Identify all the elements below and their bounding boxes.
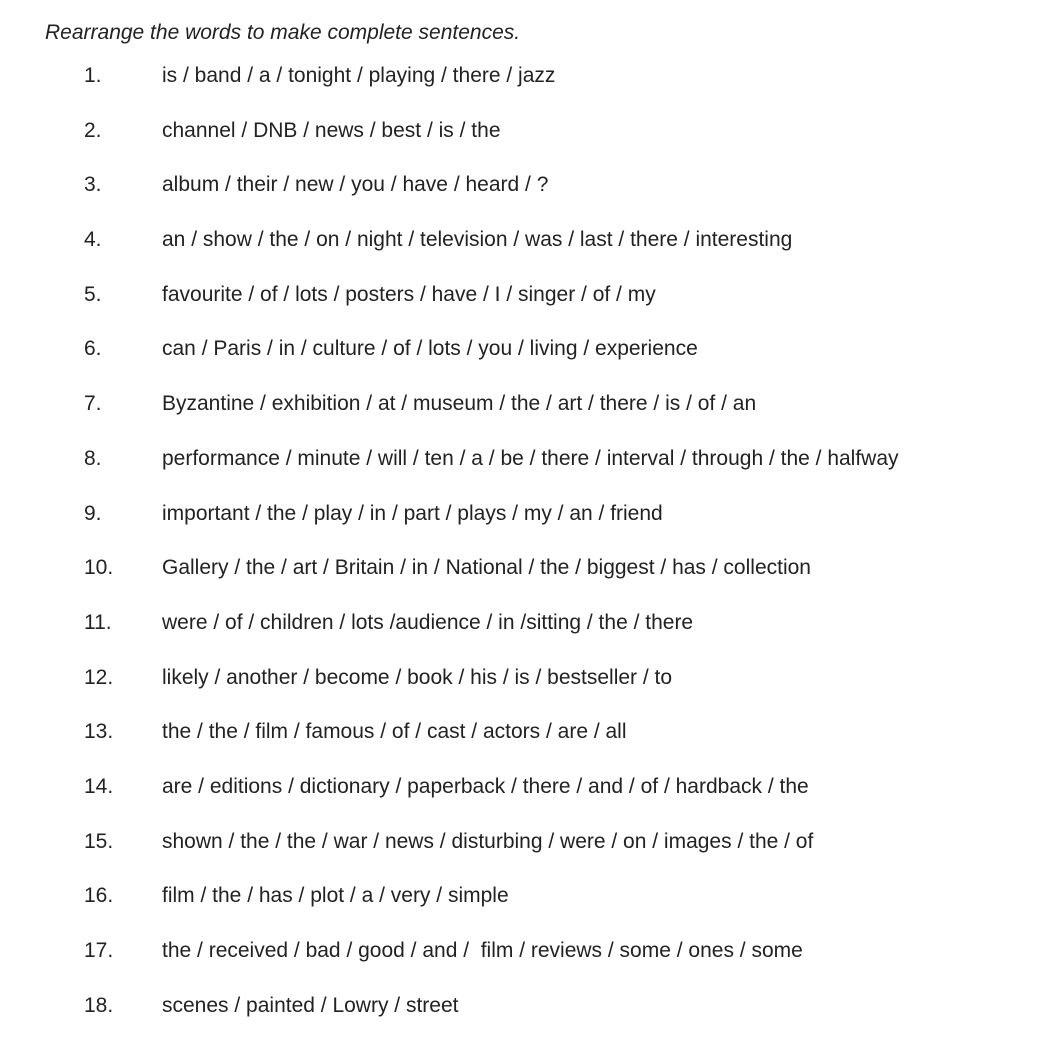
- item-number: 17.: [84, 939, 114, 962]
- item-words: favourite / of / lots / posters / have / I / singer / of / my: [162, 282, 656, 306]
- item-number: 9.: [84, 501, 102, 525]
- list-item: [0, 160, 1053, 215]
- item-words: is / band / a / tonight / playing / there / jazz: [162, 64, 556, 87]
- item-number: 12.: [84, 665, 114, 689]
- item-words: can / Paris / in / culture / of / lots / you / living / experience: [162, 337, 698, 361]
- item-words: Gallery / the / art / Britain / in / National / the / biggest / has / collection: [162, 556, 811, 580]
- item-words: important / the / play / in / part / plays / my / an / friend: [162, 501, 663, 525]
- item-number: 10.: [84, 556, 114, 580]
- list-item: [0, 489, 1053, 544]
- item-words: film / the / has / plot / a / very / simple: [162, 884, 509, 908]
- item-number: 18.: [84, 993, 114, 1017]
- item-words: performance / minute / will / ten / a / be / there / interval / through / the / halfway: [162, 446, 899, 470]
- instruction-heading: Rearrange the words to make complete sentences.: [45, 21, 521, 44]
- item-number: 11.: [84, 610, 112, 634]
- item-words: the / received / bad / good / and / film / reviews / some / ones / some: [162, 939, 803, 962]
- list-item: [0, 707, 1053, 762]
- item-number: 15.: [84, 829, 114, 853]
- list-item: [0, 434, 1053, 489]
- item-number: 16.: [84, 884, 114, 908]
- list-item: [0, 106, 1053, 161]
- item-number: 3.: [84, 173, 102, 197]
- list-item: [0, 926, 1053, 981]
- item-words: likely / another / become / book / his / is / bestseller / to: [162, 665, 673, 689]
- list-item: [0, 270, 1053, 325]
- item-words: are / editions / dictionary / paperback / there / and / of / hardback / the: [162, 774, 809, 798]
- item-number: 13.: [84, 720, 114, 744]
- list-item: [0, 543, 1053, 598]
- item-words: scenes / painted / Lowry / street: [162, 993, 459, 1017]
- list-item: [0, 51, 1053, 106]
- item-number: 14.: [84, 774, 114, 798]
- list-item: [0, 379, 1053, 434]
- list-item: [0, 598, 1053, 653]
- list-item: [0, 981, 1053, 1036]
- item-number: 8.: [84, 446, 102, 470]
- item-number: 6.: [84, 337, 102, 361]
- list-item: [0, 215, 1053, 270]
- exercise-list: [0, 51, 1053, 1035]
- list-item: [0, 762, 1053, 817]
- item-words: Byzantine / exhibition / at / museum / the / art / there / is / of / an: [162, 392, 757, 416]
- item-words: channel / DNB / news / best / is / the: [162, 118, 501, 142]
- item-number: 7.: [84, 392, 102, 416]
- list-item: [0, 871, 1053, 926]
- item-number: 4.: [84, 228, 102, 252]
- item-words: album / their / new / you / have / heard / ?: [162, 173, 549, 197]
- item-words: the / the / film / famous / of / cast / actors / are / all: [162, 720, 627, 744]
- item-words: an / show / the / on / night / television / was / last / there / interesting: [162, 228, 793, 252]
- item-number: 1.: [84, 64, 102, 87]
- item-number: 2.: [84, 118, 102, 142]
- list-item: [0, 653, 1053, 708]
- item-number: 5.: [84, 282, 102, 306]
- item-words: shown / the / the / war / news / disturbing / were / on / images / the / of: [162, 829, 814, 853]
- item-words: were / of / children / lots /audience / in /sitting / the / there: [162, 610, 694, 634]
- list-item: [0, 817, 1053, 872]
- list-item: [0, 324, 1053, 379]
